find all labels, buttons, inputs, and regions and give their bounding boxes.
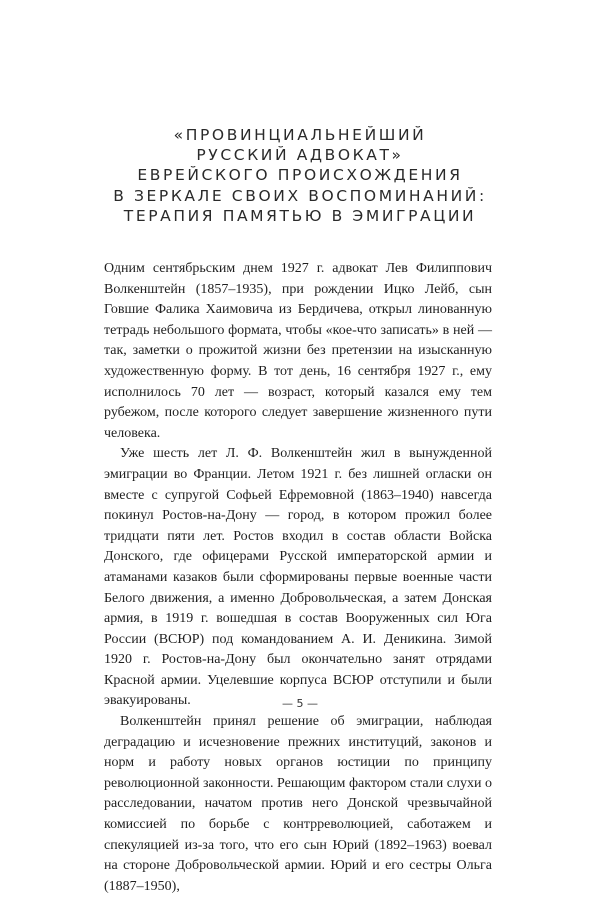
chapter-title-line-4: В ЗЕРКАЛЕ СВОИХ ВОСПОМИНАНИЙ:	[113, 186, 487, 205]
chapter-title-line-2: РУССКИЙ АДВОКАТ»	[196, 146, 404, 165]
paragraph-2: Уже шесть лет Л. Ф. Волкенштейн жил в вынужденной эмиграции во Франции. Летом 1921 г. без лишней огласки он вместе с супругой Софьей Ефремовной (1863–1940) навсегда покинул Ростов-на-Дону — город, в котором прожил более тридцати пяти лет. Ростов входил в состав области Войска Донского, где офицерами Русской императорской армии и атаманами казаков были сформированы первые военные части Белого движения, а именно Добровольческая, а затем Донская армия, в 1919 г. вошедшая в состав Вооруженных сил Юга России (ВСЮР) под командованием А. И. Деникина. Зимой 1920 г. Ростов-на-Дону был окончательно занят отрядами Красной армии. Уцелевшие корпуса ВСЮР отступили и были эвакуированы.	[104, 446, 492, 709]
chapter-title-line-5: ТЕРАПИЯ ПАМЯТЬЮ В ЭМИГРАЦИИ	[123, 206, 477, 225]
page-number: — 5 —	[282, 697, 318, 710]
chapter-title	[80, 125, 520, 226]
paragraph-1: Одним сентябрьским днем 1927 г. адвокат Лев Филиппович Волкенштейн (1857–1935), при рождении Ицко Лейб, сын Говшие Фалика Хаимовича из Бердичева, открыл линованную тетрадь небольшого формата, чтобы «кое-что записать» в ней — так, заметки о прожитой жизни без претензии на изысканную художественную форму. В тот день, 16 сентября 1927 г., ему исполнилось 70 лет — возраст, который казался ему тем рубежом, после которого следует завершение жизненного пути человека.	[104, 261, 492, 441]
chapter-title-line-1: «ПРОВИНЦИАЛЬНЕЙШИЙ	[173, 126, 427, 144]
paragraph-3: Волкенштейн принял решение об эмиграции, наблюдая деградацию и исчезновение прежних институций, законов и норм и работу новых органов юстиции по принципу революционной законности. Решающим фактором стали слухи о расследовании, начатом против него Донской чрезвычайной комиссией по борьбе с контрреволюцией, саботажем и спекуляцией из-за того, что его сын Юрий (1892–1963) воевал на стороне Добровольческой армии. Юрий и его сестры Ольга (1887–1950),	[104, 714, 492, 894]
body-text	[104, 259, 492, 897]
chapter-title-line-3: ЕВРЕЙСКОГО ПРОИСХОЖДЕНИЯ	[137, 166, 463, 185]
